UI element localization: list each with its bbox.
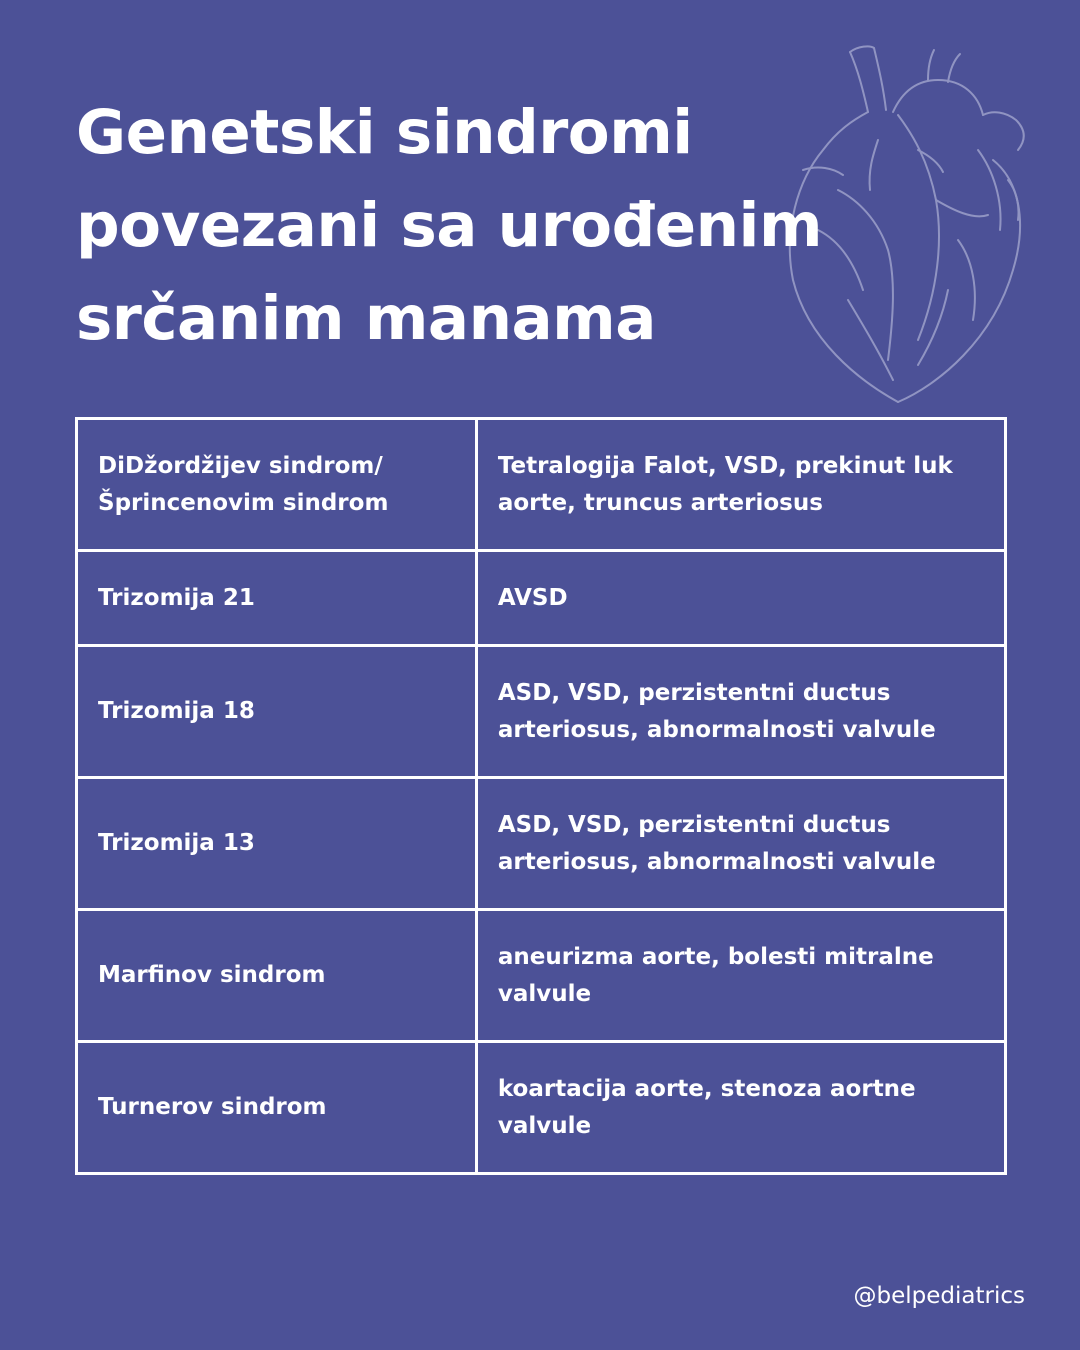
syndromes-table	[75, 417, 1007, 1175]
table-row	[77, 646, 1006, 778]
syndrome-cell: Turnerov sindrom	[77, 1042, 477, 1174]
defects-cell: ASD, VSD, perzistentni ductus arteriosus, abnormalnosti valvule	[476, 646, 1005, 778]
defects-cell: aneurizma aorte, bolesti mitralne valvule	[476, 910, 1005, 1042]
syndrome-cell: Marfinov sindrom	[77, 910, 477, 1042]
defects-cell: koartacija aorte, stenoza aortne valvule	[476, 1042, 1005, 1174]
table-row	[77, 551, 1006, 646]
table-row	[77, 419, 1006, 551]
syndrome-cell: Trizomija 21	[77, 551, 477, 646]
defects-cell: Tetralogija Falot, VSD, prekinut luk aorte, truncus arteriosus	[476, 419, 1005, 551]
title-line: povezani sa urođenim	[76, 190, 823, 261]
title-line: Genetski sindromi	[76, 97, 693, 168]
title-line: srčanim manama	[76, 283, 656, 354]
social-handle: @belpediatrics	[853, 1283, 1025, 1309]
table-row	[77, 1042, 1006, 1174]
syndrome-cell: Trizomija 13	[77, 778, 477, 910]
defects-cell: AVSD	[476, 551, 1005, 646]
table-row	[77, 778, 1006, 910]
table-row	[77, 910, 1006, 1042]
defects-cell: ASD, VSD, perzistentni ductus arteriosus, abnormalnosti valvule	[476, 778, 1005, 910]
syndrome-cell: DiDžordžijev sindrom/ Šprincenovim sindrom	[77, 419, 477, 551]
page-title	[76, 86, 876, 365]
syndrome-cell: Trizomija 18	[77, 646, 477, 778]
